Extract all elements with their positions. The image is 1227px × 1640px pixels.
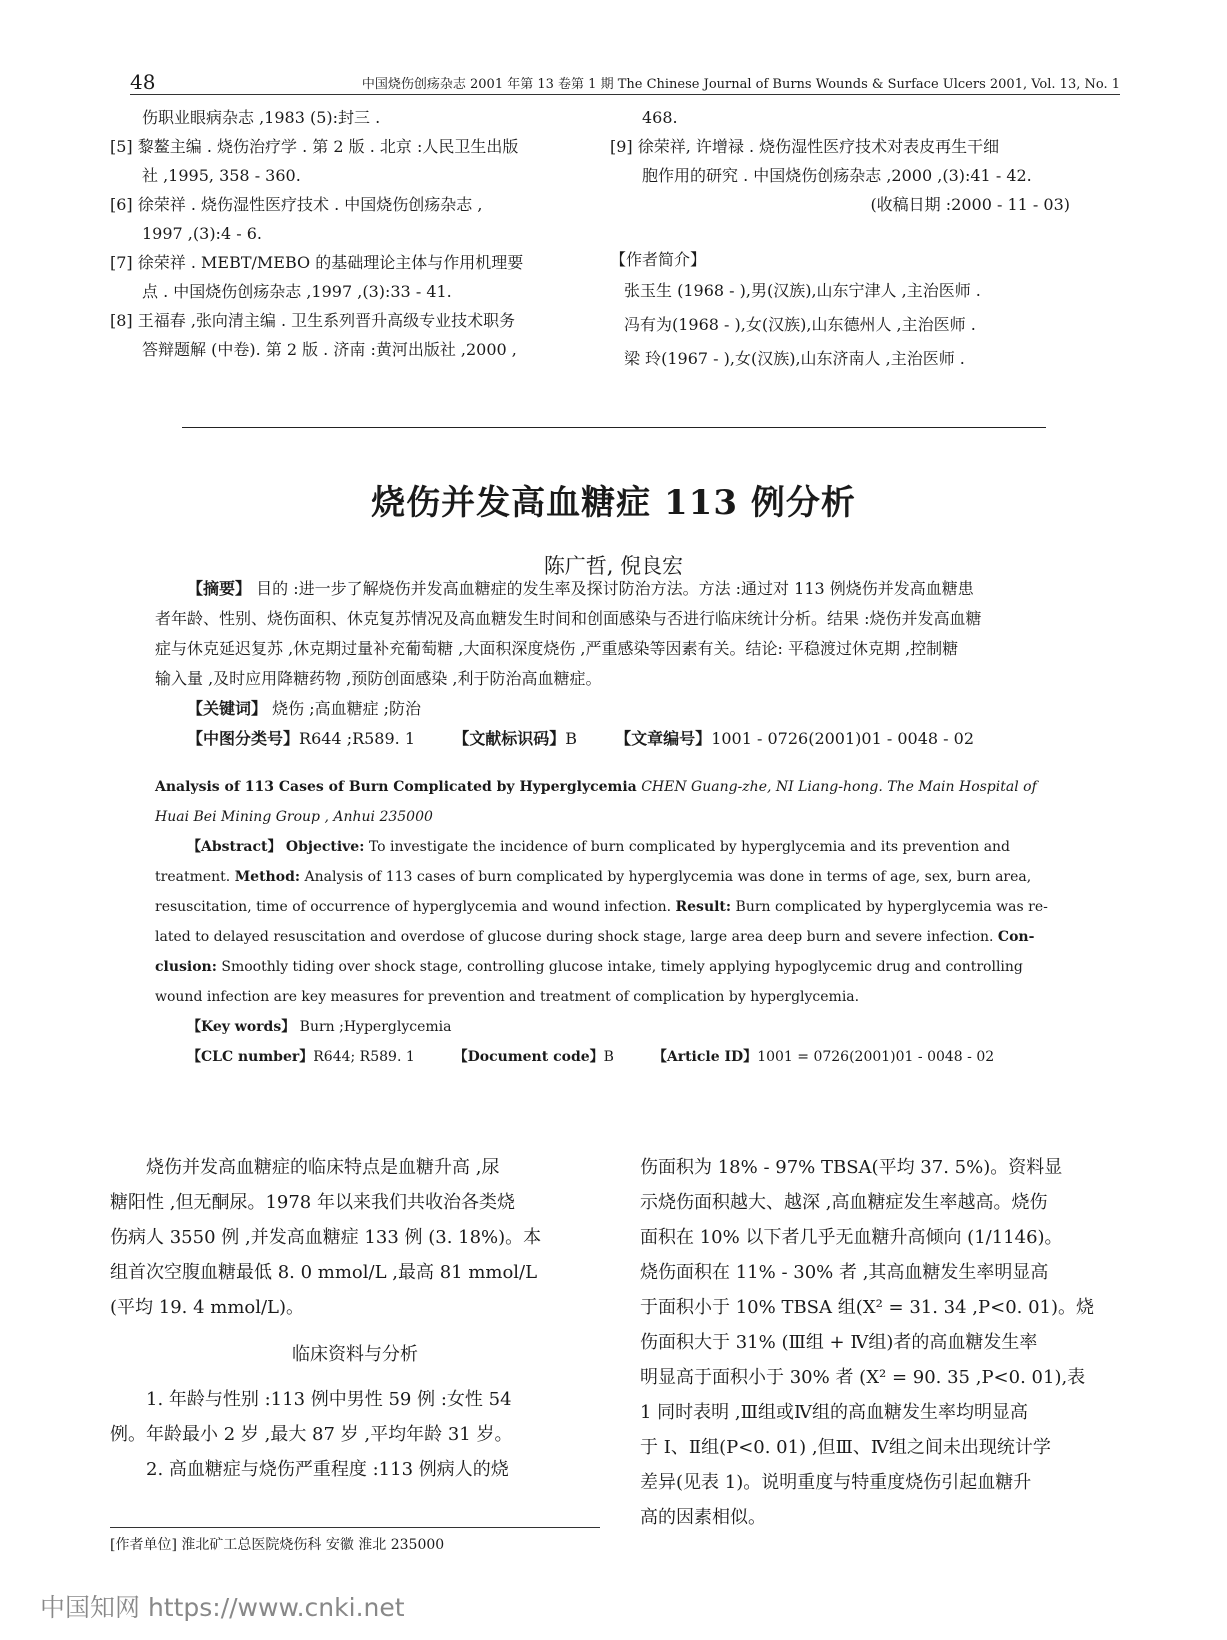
page-number: 48 <box>130 70 156 94</box>
body-line: (平均 19. 4 mmol/L)。 <box>110 1297 305 1318</box>
reference-line: 1997 ,(3):4 - 6. <box>142 224 262 243</box>
body-line: 伤病人 3550 例 ,并发高血糖症 133 例 (3. 18%)。本 <box>110 1227 542 1248</box>
en-doc-code-label: 【Document code】 <box>453 1049 604 1065</box>
reference-line: 胞作用的研究 . 中国烧伤创疡杂志 ,2000 ,(3):41 - 42. <box>642 166 1032 185</box>
body-line: 高的因素相似。 <box>640 1507 766 1528</box>
body-line: 烧伤并发高血糖症的临床特点是血糖升高 ,尿 <box>146 1157 500 1178</box>
body-line: 示烧伤面积越大、越深 ,高血糖症发生率越高。烧伤 <box>640 1192 1048 1213</box>
en-title-line <box>155 772 1093 802</box>
en-doc-code-value: B <box>603 1049 614 1065</box>
body-line: 明显高于面积小于 30% 者 (X² = 90. 35 ,P<0. 01),表 <box>640 1367 1086 1388</box>
en-keywords-label: 【Key words】 <box>187 1019 296 1035</box>
abstract-text: 目的 :进一步了解烧伤并发高血糖症的发生率及探讨防治方法。方法 :通过对 113 例烧伤并发高血糖患 <box>251 579 974 598</box>
section-heading: 临床资料与分析 <box>292 1344 418 1365</box>
body-line: 于 Ⅰ、Ⅱ组(P<0. 01) ,但Ⅲ、Ⅳ组之间未出现统计学 <box>640 1437 1051 1458</box>
body-line: 1. 年龄与性别 :113 例中男性 59 例 :女性 54 <box>146 1389 512 1410</box>
body-line: 糖阳性 ,但无酮尿。1978 年以来我们共收治各类烧 <box>110 1192 515 1213</box>
conclusion-label: clusion: <box>155 959 217 975</box>
en-abstract-label: 【Abstract】 <box>187 839 282 855</box>
reference-line: 468. <box>642 108 678 127</box>
en-abstract-line <box>155 832 1093 862</box>
received-date: (收稿日期 :2000 - 11 - 03) <box>870 195 1070 214</box>
body-line: 烧伤面积在 11% - 30% 者 ,其高血糖发生率明显高 <box>640 1262 1049 1283</box>
abstract-line: 症与休克延迟复苏 ,休克期过量补充葡萄糖 ,大面积深度烧伤 ,严重感染等因素有关。结论: 平稳渡过休克期 ,控制糖 <box>155 639 959 658</box>
en-text: resuscitation, time of occurrence of hyperglycemia and wound infection. <box>155 899 676 915</box>
author-intro-line: 梁 玲(1967 - ),女(汉族),山东济南人 ,主治医师 . <box>624 349 965 368</box>
reference-line: [6] 徐荣祥 . 烧伤湿性医疗技术 . 中国烧伤创疡杂志 , <box>110 195 483 214</box>
abstract-label: 【摘要】 <box>187 579 252 598</box>
en-byline: CHEN Guang-zhe, NI Liang-hong. The Main Hospital of <box>641 779 1037 795</box>
reference-line: 点 . 中国烧伤创疡杂志 ,1997 ,(3):33 - 41. <box>142 282 452 301</box>
en-keywords: Burn ;Hyperglycemia <box>295 1019 452 1035</box>
en-abstract-line <box>155 922 1093 952</box>
en-text: Burn complicated by hyperglycemia was re- <box>731 899 1048 915</box>
reference-line: 伤职业眼病杂志 ,1983 (5):封三 . <box>142 108 381 127</box>
body-right-column <box>640 1150 1120 1535</box>
body-line: 差异(见表 1)。说明重度与特重度烧伤引起血糖升 <box>640 1472 1032 1493</box>
en-clc-value: R644; R589. 1 <box>313 1049 415 1065</box>
objective-label: Objective: <box>285 839 365 855</box>
en-affiliation: Huai Bei Mining Group , Anhui 235000 <box>155 809 433 825</box>
conclusion-label: Con- <box>997 929 1035 945</box>
result-label: Result: <box>675 899 732 915</box>
doc-code-label: 【文献标识码】 <box>453 729 566 748</box>
article-authors: 陈广哲, 倪良宏 <box>543 554 684 578</box>
en-text: Analysis of 113 cases of burn complicated by hyperglycemia was done in terms of age, sex, burn area, <box>300 869 1032 885</box>
references-right <box>610 103 1070 219</box>
en-article-id-value: 1001 = 0726(2001)01 - 0048 - 02 <box>757 1049 995 1065</box>
english-abstract <box>155 772 1093 1072</box>
method-label: Method: <box>234 869 301 885</box>
en-abstract-line <box>155 862 1093 892</box>
en-title: Analysis of 113 Cases of Burn Complicated by Hyperglycemia <box>155 779 637 795</box>
section-divider <box>182 427 1046 428</box>
en-text: Smoothly tiding over shock stage, controlling glucose intake, timely applying hypoglycemic drug and controlling <box>216 959 1023 975</box>
body-line: 面积在 10% 以下者几乎无血糖升高倾向 (1/1146)。 <box>640 1227 1063 1248</box>
abstract-line: 输入量 ,及时应用降糖药物 ,预防创面感染 ,利于防治高血糖症。 <box>155 669 602 688</box>
body-line: 伤面积为 18% - 97% TBSA(平均 37. 5%)。资料显 <box>640 1157 1063 1178</box>
doc-code-value: B <box>565 729 577 748</box>
page-header <box>130 70 1120 95</box>
en-classification-line <box>155 1042 1093 1072</box>
en-abstract-line <box>155 952 1093 982</box>
body-line: 伤面积大于 31% (Ⅲ组 + Ⅳ组)者的高血糖发生率 <box>640 1332 1038 1353</box>
reference-line: 社 ,1995, 358 - 360. <box>142 166 301 185</box>
abstract-line <box>155 574 1093 604</box>
author-affiliation-footnote: [作者单位] 淮北矿工总医院烧伤科 安徽 淮北 235000 <box>110 1527 600 1554</box>
reference-line: [5] 黎鳌主编 . 烧伤治疗学 . 第 2 版 . 北京 :人民卫生出版 <box>110 137 519 156</box>
author-intro-line: 冯有为(1968 - ),女(汉族),山东德州人 ,主治医师 . <box>624 315 976 334</box>
body-line: 于面积小于 10% TBSA 组(X² = 31. 34 ,P<0. 01)。烧 <box>640 1297 1095 1318</box>
author-intro <box>610 245 981 376</box>
keywords-text: 烧伤 ;高血糖症 ;防治 <box>267 699 422 718</box>
reference-line: [8] 王福春 ,张向清主编 . 卫生系列晋升高级专业技术职务 <box>110 311 516 330</box>
abstract-line: 者年龄、性别、烧伤面积、休克复苏情况及高血糖发生时间和创面感染与否进行临床统计分析。结果 :烧伤并发高血糖 <box>155 609 982 628</box>
en-text: treatment. <box>155 869 235 885</box>
keywords-line <box>155 694 1093 724</box>
running-head: 中国烧伤创疡杂志 2001 年第 13 卷第 1 期 The Chinese Journal of Burns Wounds & Surface Ulcers 2001, Vol. 13, No. 1 <box>361 77 1120 92</box>
article-id-label: 【文章编号】 <box>615 729 712 748</box>
clc-label: 【中图分类号】 <box>187 729 300 748</box>
body-line: 组首次空腹血糖最低 8. 0 mmol/L ,最高 81 mmol/L <box>110 1262 538 1283</box>
en-keywords-line <box>155 1012 1093 1042</box>
article-id-value: 1001 - 0726(2001)01 - 0048 - 02 <box>711 729 974 748</box>
cnki-watermark: 中国知网 https://www.cnki.net <box>40 1593 405 1622</box>
classification-line <box>155 724 1093 754</box>
reference-line: [7] 徐荣祥 . MEBT/MEBO 的基础理论主体与作用机理要 <box>110 253 524 272</box>
en-article-id-label: 【Article ID】 <box>652 1049 758 1065</box>
clc-value: R644 ;R589. 1 <box>299 729 416 748</box>
reference-line: [9] 徐荣祥, 许增禄 . 烧伤湿性医疗技术对表皮再生干细 <box>610 137 1000 156</box>
article-title: 烧伤并发高血糖症 113 例分析 <box>371 483 856 523</box>
en-abstract-line: wound infection are key measures for prevention and treatment of complication by hyperglycemia. <box>155 989 860 1005</box>
author-intro-heading: 【作者简介】 <box>610 250 707 269</box>
body-line: 1 同时表明 ,Ⅲ组或Ⅳ组的高血糖发生率均明显高 <box>640 1402 1028 1423</box>
en-abstract-line <box>155 892 1093 922</box>
reference-line: 答辩题解 (中卷). 第 2 版 . 济南 :黄河出版社 ,2000 , <box>142 340 517 359</box>
en-clc-label: 【CLC number】 <box>187 1049 314 1065</box>
keywords-label: 【关键词】 <box>187 699 268 718</box>
objective-text: To investigate the incidence of burn complicated by hyperglycemia and its prevention and <box>364 839 1011 855</box>
body-left-column <box>110 1150 600 1487</box>
en-text: lated to delayed resuscitation and overdose of glucose during shock stage, large area deep burn and severe infection. <box>155 929 998 945</box>
body-line: 2. 高血糖症与烧伤严重程度 :113 例病人的烧 <box>146 1459 509 1480</box>
author-intro-line: 张玉生 (1968 - ),男(汉族),山东宁津人 ,主治医师 . <box>624 281 981 300</box>
references-left <box>110 103 523 364</box>
body-line: 例。年龄最小 2 岁 ,最大 87 岁 ,平均年龄 31 岁。 <box>110 1424 513 1445</box>
chinese-abstract <box>155 574 1093 754</box>
